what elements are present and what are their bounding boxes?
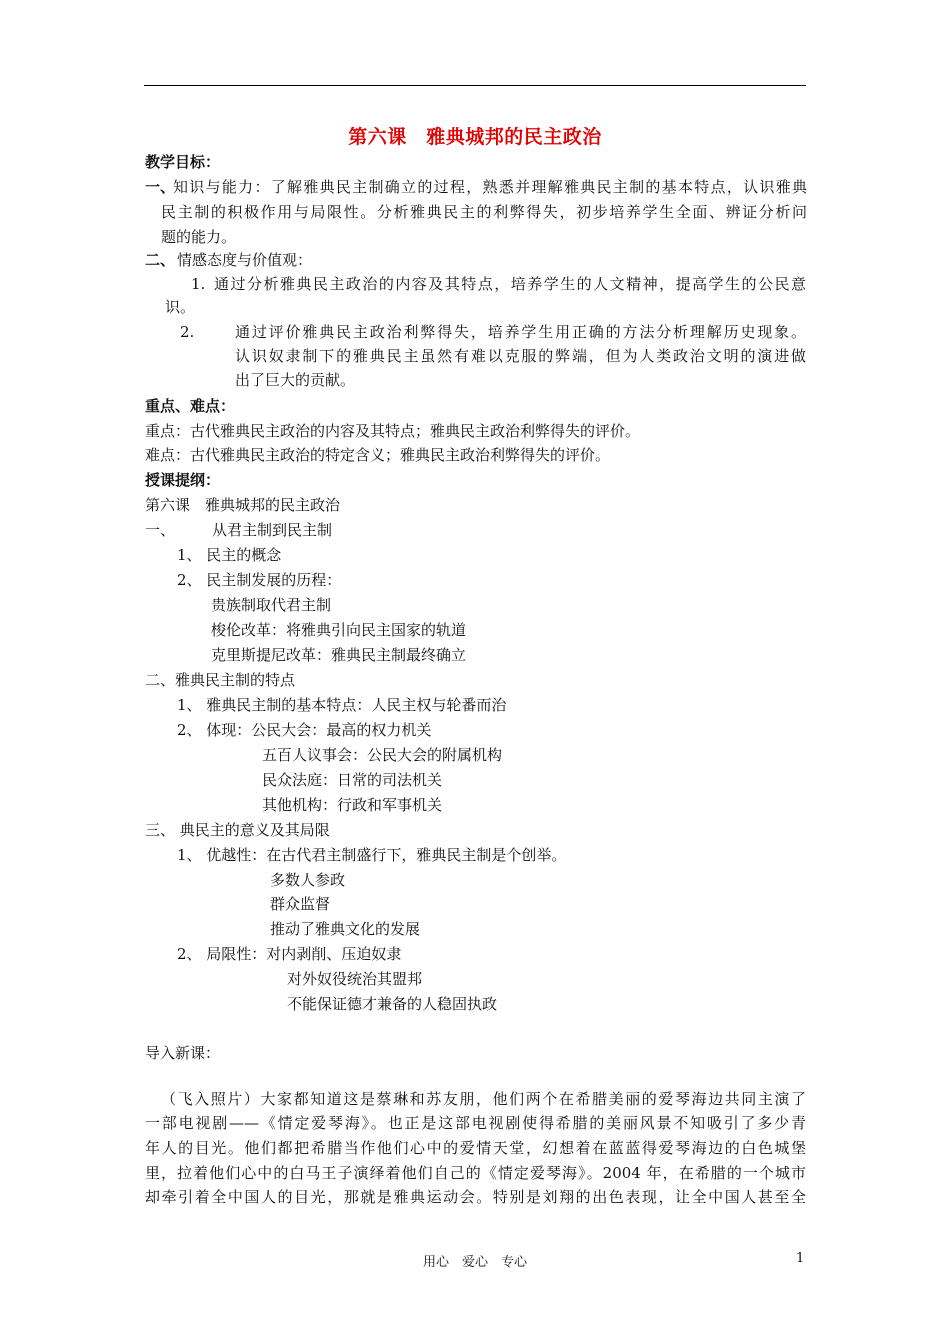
intro-line: 年人的目光。他们都把希腊当作他们心中的爱情天堂，幻想着在蓝蓝得爱琴海边的白色城堡 (145, 1139, 806, 1157)
outline-subitem: 推动了雅典文化的发展 (270, 920, 421, 938)
outline-item: 1、 雅典民主制的基本特点：人民主权与轮番而治 (177, 696, 507, 714)
outline-subitem: 其他机构：行政和军事机关 (262, 796, 443, 814)
goal2-item-line: 识。 (165, 298, 196, 316)
outline-subitem: 五百人议事会：公民大会的附属机构 (262, 746, 503, 764)
outline-item: 1、 民主的概念 (177, 546, 282, 564)
goal1-line: 民主制的积极作用与局限性。分析雅典民主的利弊得失，初步培养学生全面、辨证分析问 (161, 203, 807, 221)
outline-subitem: 民众法庭：日常的司法机关 (262, 771, 443, 789)
keypoints-heading: 重点、难点： (145, 397, 236, 415)
intro-line: 却牵引着全中国人的目光，那就是雅典运动会。特别是刘翔的出色表现，让全中国人甚至全 (145, 1188, 806, 1206)
intro-heading: 导入新课： (145, 1044, 221, 1062)
outline-section-1: 从君主制到民主制 (212, 521, 333, 539)
outline-subitem: 群众监督 (270, 895, 331, 913)
goal2-item-line: 出了巨大的贡献。 (235, 371, 356, 389)
intro-line: （飞入照片）大家都知道这是蔡琳和苏友朋，他们两个在希腊美丽的爱琴海边共同主演了 (161, 1090, 806, 1108)
header-rule (144, 85, 806, 86)
key-point: 重点：古代雅典民主政治的内容及其特点；雅典民主政治利弊得失的评价。 (145, 422, 641, 440)
outline-section-2: 二、雅典民主制的特点 (145, 671, 296, 689)
goal1-line: 知识与能力：了解雅典民主制确立的过程，熟悉并理解雅典民主制的基本特点，认识雅典 (173, 178, 807, 196)
difficult-point: 难点：古代雅典民主政治的特定含义；雅典民主政治利弊得失的评价。 (145, 446, 611, 464)
outline-item: 2、 民主制发展的历程： (177, 571, 342, 589)
outline-section-number: 一、 (145, 521, 176, 539)
outline-heading: 授课提纲： (145, 471, 221, 489)
goal2-text: 情感态度与价值观： (177, 251, 313, 269)
outline-title: 第六课 雅典城邦的民主政治 (145, 496, 341, 514)
outline-item: 1、 优越性：在古代君主制盛行下，雅典民主制是个创举。 (177, 846, 567, 864)
page-title: 第六课 雅典城邦的民主政治 (348, 126, 602, 148)
intro-line: 里，拉着他们心中的白马王子演绎着他们自己的《情定爱琴海》。2004 年，在希腊的一个城市 (145, 1164, 806, 1182)
outline-subitem: 梭伦改革：将雅典引向民主国家的轨道 (211, 621, 467, 639)
outline-section-3: 三、 典民主的意义及其局限 (145, 821, 330, 839)
goal2-label: 二、 (145, 251, 176, 269)
outline-subitem: 不能保证德才兼备的人稳固执政 (287, 995, 498, 1013)
goal1-label: 一、 (145, 178, 176, 196)
outline-subitem: 多数人参政 (270, 871, 346, 889)
outline-item: 2、 体现：公民大会：最高的权力机关 (177, 721, 432, 739)
goal2-item-number: 2. (180, 323, 195, 341)
goals-heading: 教学目标： (145, 153, 221, 171)
page-number: 1 (796, 1251, 805, 1266)
outline-item: 2、 局限性：对内剥削、压迫奴隶 (177, 945, 402, 963)
outline-subitem: 对外奴役统治其盟邦 (287, 970, 423, 988)
outline-subitem: 克里斯提尼改革：雅典民主制最终确立 (211, 646, 467, 664)
goal2-item-number: 1. (191, 275, 206, 293)
goal2-item-line: 认识奴隶制下的雅典民主虽然有难以克服的弊端，但为人类政治文明的演进做 (235, 347, 806, 365)
intro-line: 一部电视剧——《情定爱琴海》。也正是这部电视剧使得希腊的美丽风景不知吸引了多少青 (145, 1114, 806, 1132)
goal2-item-line: 通过评价雅典民主政治利弊得失，培养学生用正确的方法分析理解历史现象。 (235, 323, 806, 341)
page-footer: 用心 爱心 专心 (422, 1255, 527, 1270)
goal1-line: 题的能力。 (161, 228, 237, 246)
outline-subitem: 贵族制取代君主制 (211, 596, 332, 614)
goal2-item-line: 通过分析雅典民主政治的内容及其特点，培养学生的人文精神，提高学生的公民意 (214, 275, 806, 293)
